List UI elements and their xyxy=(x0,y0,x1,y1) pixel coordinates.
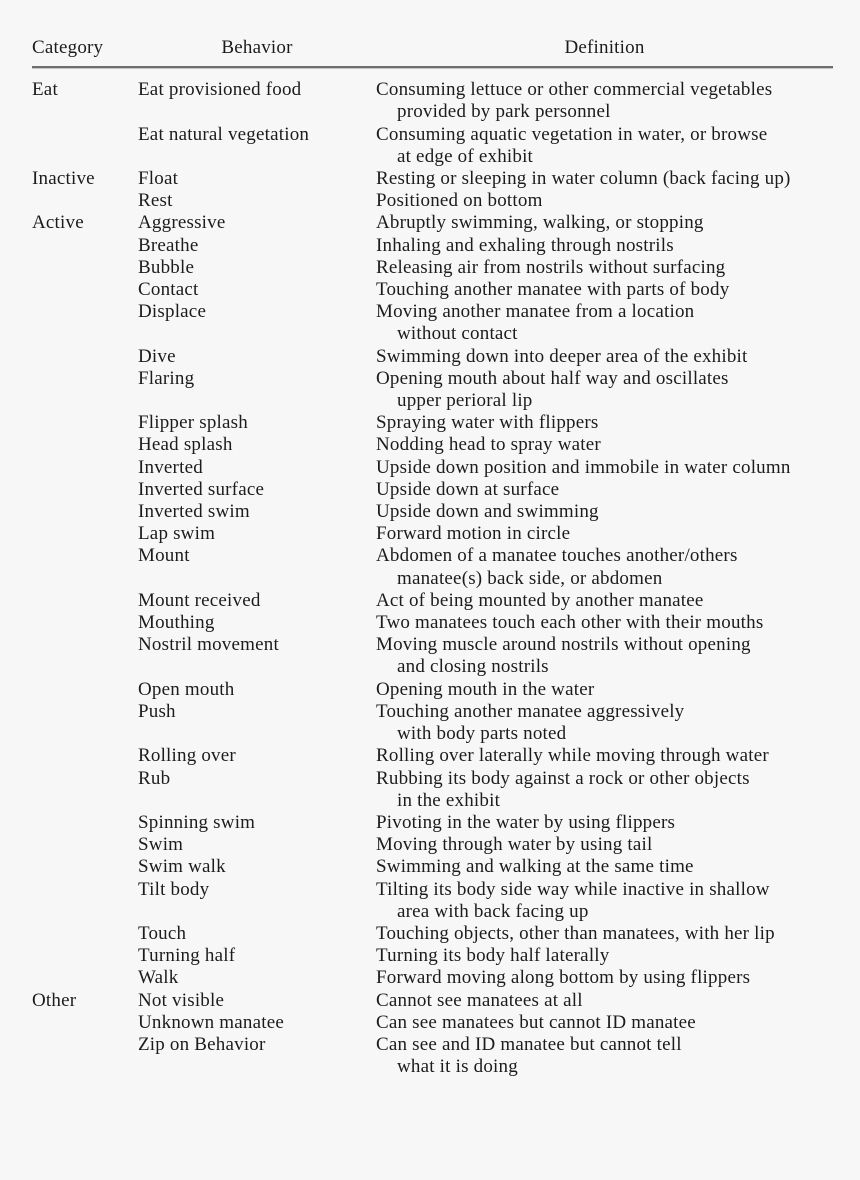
table-row xyxy=(32,79,833,123)
definition-cell xyxy=(376,768,833,812)
definition-cell xyxy=(376,457,833,479)
definition-line: Positioned on bottom xyxy=(376,190,543,212)
definition-line: Opening mouth in the water xyxy=(376,678,595,700)
definition-cell xyxy=(376,190,833,212)
behavior-cell: Turning half xyxy=(138,945,236,967)
header-rule xyxy=(32,66,833,68)
definition-cell xyxy=(376,168,833,190)
definition-cell xyxy=(376,1034,833,1078)
behavior-cell: Dive xyxy=(138,345,176,367)
table-row xyxy=(32,479,833,501)
table-body xyxy=(32,79,833,1078)
table-row xyxy=(32,967,833,989)
behavior-cell: Flaring xyxy=(138,367,195,389)
definition-cell xyxy=(376,856,833,878)
table-row xyxy=(32,212,833,234)
definition-line: Two manatees touch each other with their mouths xyxy=(376,612,764,634)
behavior-cell: Lap swim xyxy=(138,523,216,545)
table-row xyxy=(32,745,833,767)
table-row xyxy=(32,812,833,834)
table-row xyxy=(32,590,833,612)
definition-cell xyxy=(376,523,833,545)
table-row xyxy=(32,679,833,701)
definition-line: Swimming and walking at the same time xyxy=(376,856,694,878)
behavior-cell: Float xyxy=(138,168,179,190)
table-row xyxy=(32,279,833,301)
behavior-cell: Displace xyxy=(138,301,207,323)
behavior-cell: Swim walk xyxy=(138,856,226,878)
behavior-cell: Swim xyxy=(138,834,184,856)
definition-cell xyxy=(376,612,833,634)
definition-line: Forward moving along bottom by using flippers xyxy=(376,967,751,989)
definition-cell xyxy=(376,501,833,523)
definition-line: Moving another manatee from a location xyxy=(376,301,695,323)
definition-line: Rolling over laterally while moving through water xyxy=(376,745,769,767)
table-row xyxy=(32,190,833,212)
definition-line-continuation: at edge of exhibit xyxy=(397,145,534,167)
definition-cell xyxy=(376,812,833,834)
definition-line: Act of being mounted by another manatee xyxy=(376,589,704,611)
behavior-cell: Tilt body xyxy=(138,878,210,900)
definition-line-continuation: with body parts noted xyxy=(397,723,567,745)
definition-cell xyxy=(376,1012,833,1034)
table-row xyxy=(32,856,833,878)
column-header-category: Category xyxy=(32,37,104,58)
definition-cell xyxy=(376,745,833,767)
behavior-cell: Mount xyxy=(138,545,190,567)
definition-line: Upside down and swimming xyxy=(376,501,599,523)
definition-cell xyxy=(376,79,833,123)
behavior-cell: Inverted xyxy=(138,456,203,478)
definition-line: Cannot see manatees at all xyxy=(376,989,583,1011)
definition-line: Touching another manatee aggressively xyxy=(376,700,685,722)
behavior-cell: Eat natural vegetation xyxy=(138,123,310,145)
table-row xyxy=(32,701,833,745)
definition-line: Opening mouth about half way and oscillates xyxy=(376,367,729,389)
definition-line: Rubbing its body against a rock or other objects xyxy=(376,767,750,789)
definition-cell xyxy=(376,279,833,301)
definition-cell xyxy=(376,945,833,967)
definition-line: Moving muscle around nostrils without opening xyxy=(376,634,751,656)
definition-cell xyxy=(376,967,833,989)
definition-line-continuation: area with back facing up xyxy=(397,900,589,922)
table-row xyxy=(32,879,833,923)
definition-cell xyxy=(376,590,833,612)
definition-line: Upside down position and immobile in water column xyxy=(376,456,791,478)
table-row xyxy=(32,124,833,168)
category-cell: Active xyxy=(32,212,84,234)
behavior-cell: Rolling over xyxy=(138,745,236,767)
definition-cell xyxy=(376,412,833,434)
behavior-cell: Not visible xyxy=(138,989,225,1011)
definition-cell xyxy=(376,679,833,701)
behavior-cell: Eat provisioned food xyxy=(138,79,302,101)
definition-line: Swimming down into deeper area of the exhibit xyxy=(376,345,748,367)
definition-cell xyxy=(376,834,833,856)
definition-line: Abdomen of a manatee touches another/others xyxy=(376,545,738,567)
definition-line: Touching another manatee with parts of body xyxy=(376,279,730,301)
definition-line-continuation: manatee(s) back side, or abdomen xyxy=(397,567,663,589)
definition-line: Touching objects, other than manatees, with her lip xyxy=(376,922,775,944)
table-row xyxy=(32,434,833,456)
definition-cell xyxy=(376,923,833,945)
behavior-cell: Inverted surface xyxy=(138,478,265,500)
definition-line: Can see and ID manatee but cannot tell xyxy=(376,1033,682,1055)
table-row xyxy=(32,523,833,545)
behavior-cell: Push xyxy=(138,700,176,722)
behavior-cell: Aggressive xyxy=(138,212,226,234)
definition-cell xyxy=(376,346,833,368)
definition-cell xyxy=(376,124,833,168)
definition-cell xyxy=(376,701,833,745)
table-row xyxy=(32,545,833,589)
table-row xyxy=(32,1012,833,1034)
definition-line: Inhaling and exhaling through nostrils xyxy=(376,234,674,256)
definition-cell xyxy=(376,479,833,501)
definition-line: Releasing air from nostrils without surfacing xyxy=(376,256,726,278)
behavior-cell: Spinning swim xyxy=(138,811,256,833)
behavior-cell: Touch xyxy=(138,922,187,944)
table-row xyxy=(32,923,833,945)
column-header-definition: Definition xyxy=(564,37,645,58)
table-row xyxy=(32,257,833,279)
definition-cell xyxy=(376,301,833,345)
behavior-cell: Open mouth xyxy=(138,678,235,700)
table-row xyxy=(32,990,833,1012)
table-row xyxy=(32,501,833,523)
category-cell: Eat xyxy=(32,79,58,101)
behavior-cell: Walk xyxy=(138,967,179,989)
table-row xyxy=(32,945,833,967)
column-header-behavior: Behavior xyxy=(221,37,293,58)
definition-cell xyxy=(376,434,833,456)
definition-line: Resting or sleeping in water column (back facing up) xyxy=(376,168,791,190)
definition-cell xyxy=(376,235,833,257)
definition-line: Turning its body half laterally xyxy=(376,945,610,967)
behavior-cell: Rub xyxy=(138,767,171,789)
behavior-cell: Mouthing xyxy=(138,612,215,634)
category-cell: Inactive xyxy=(32,168,95,190)
definition-line: Forward motion in circle xyxy=(376,523,571,545)
definition-cell xyxy=(376,257,833,279)
definition-line: Pivoting in the water by using flippers xyxy=(376,811,676,833)
behavior-cell: Contact xyxy=(138,279,199,301)
behavior-cell: Bubble xyxy=(138,256,195,278)
table-row xyxy=(32,368,833,412)
definition-cell xyxy=(376,545,833,589)
table-row xyxy=(32,634,833,678)
behavior-cell: Inverted swim xyxy=(138,501,250,523)
behavior-cell: Mount received xyxy=(138,589,261,611)
category-cell: Other xyxy=(32,989,77,1011)
definition-line: Consuming lettuce or other commercial vegetables xyxy=(376,79,773,101)
table-row xyxy=(32,457,833,479)
definition-line: Abruptly swimming, walking, or stopping xyxy=(376,212,704,234)
behavior-cell: Head splash xyxy=(138,434,233,456)
definition-line-continuation: upper perioral lip xyxy=(397,390,533,412)
definition-line-continuation: without contact xyxy=(397,323,518,345)
definition-line-continuation: in the exhibit xyxy=(397,789,501,811)
definition-line: Moving through water by using tail xyxy=(376,834,653,856)
definition-line-continuation: and closing nostrils xyxy=(397,656,549,678)
definition-line-continuation: provided by park personnel xyxy=(397,101,611,123)
behavior-cell: Unknown manatee xyxy=(138,1011,284,1033)
table-row xyxy=(32,346,833,368)
definition-line: Spraying water with flippers xyxy=(376,412,599,434)
behavior-cell: Breathe xyxy=(138,234,199,256)
definition-line: Upside down at surface xyxy=(376,478,560,500)
table-row xyxy=(32,1034,833,1078)
definition-cell xyxy=(376,212,833,234)
table-row xyxy=(32,301,833,345)
definition-cell xyxy=(376,879,833,923)
table-row xyxy=(32,834,833,856)
definition-line: Consuming aquatic vegetation in water, or browse xyxy=(376,123,768,145)
table-row xyxy=(32,612,833,634)
definition-cell xyxy=(376,368,833,412)
table-row xyxy=(32,412,833,434)
definition-line: Nodding head to spray water xyxy=(376,434,601,456)
table-row xyxy=(32,168,833,190)
definition-cell xyxy=(376,634,833,678)
definition-line: Tilting its body side way while inactive in shallow xyxy=(376,878,770,900)
definition-line: Can see manatees but cannot ID manatee xyxy=(376,1011,696,1033)
table-header-row xyxy=(32,37,833,59)
definition-cell xyxy=(376,990,833,1012)
behavior-cell: Flipper splash xyxy=(138,412,248,434)
behavior-cell: Zip on Behavior xyxy=(138,1033,266,1055)
table-row xyxy=(32,235,833,257)
behavior-cell: Nostril movement xyxy=(138,634,279,656)
behavior-cell: Rest xyxy=(138,190,173,212)
definition-line-continuation: what it is doing xyxy=(397,1056,518,1078)
table-row xyxy=(32,768,833,812)
